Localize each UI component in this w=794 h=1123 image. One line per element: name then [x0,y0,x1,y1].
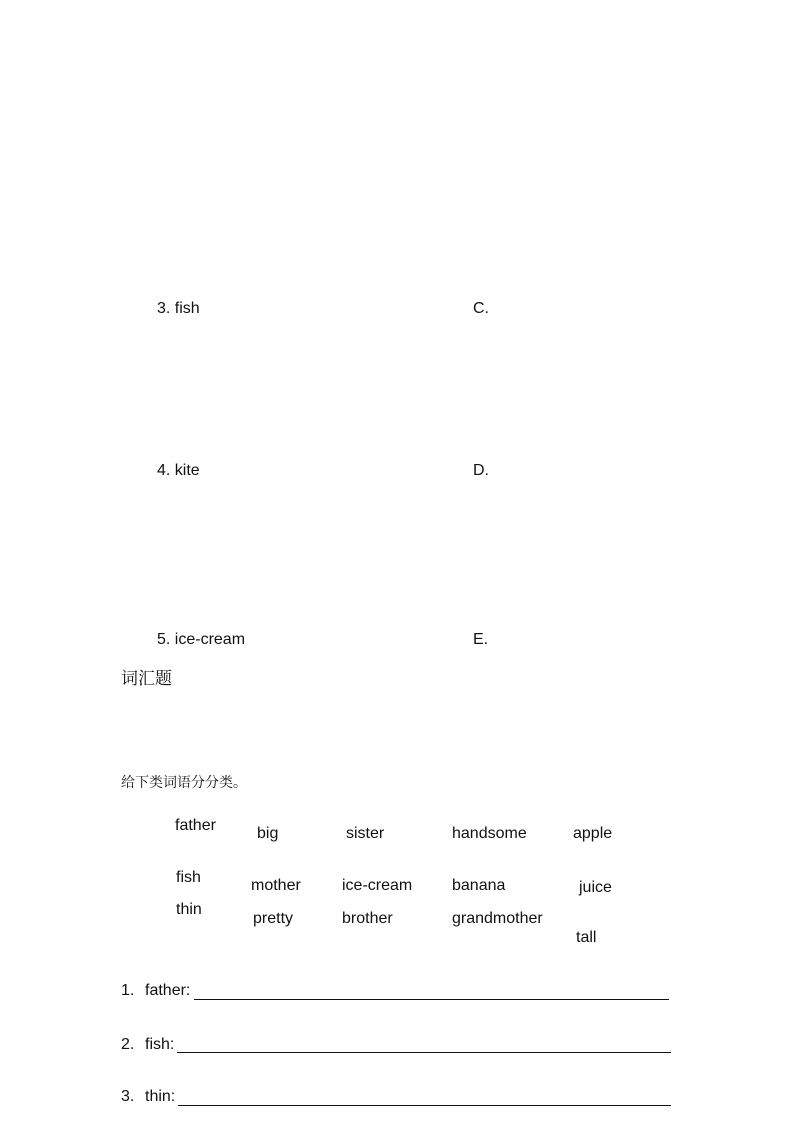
word-bank-item: juice [579,879,612,896]
word-bank-item: tall [576,929,597,946]
answer-blank-2[interactable] [177,1052,671,1053]
word-bank-item: big [257,825,279,842]
match-left-3: 3. fish [157,300,200,317]
word-bank-item: pretty [253,910,294,927]
answer-number-1: 1. [121,982,135,999]
word-bank-item: thin [176,901,202,918]
word-bank-item: grandmother [452,910,543,927]
answer-label-2: fish: [145,1036,175,1053]
section-title: 词汇题 [121,669,172,688]
word-bank-item: banana [452,877,506,894]
answer-label-3: thin: [145,1088,176,1105]
answer-number-3: 3. [121,1088,135,1105]
word-bank-item: brother [342,910,393,927]
match-left-4: 4. kite [157,462,200,479]
word-bank-item: ice-cream [342,877,413,894]
match-right-d: D. [473,462,489,479]
instruction: 给下类词语分分类。 [121,774,247,790]
answer-number-2: 2. [121,1036,135,1053]
answer-blank-1[interactable] [194,999,669,1000]
match-right-c: C. [473,300,489,317]
word-bank-item: sister [346,825,385,842]
answer-label-1: father: [145,982,191,999]
word-bank-item: mother [251,877,301,894]
word-bank-item: father [175,817,216,834]
match-right-e: E. [473,631,489,648]
word-bank-item: apple [573,825,613,842]
match-left-5: 5. ice-cream [157,631,246,648]
answer-blank-3[interactable] [178,1105,671,1106]
word-bank-item: handsome [452,825,527,842]
word-bank-item: fish [176,869,201,886]
